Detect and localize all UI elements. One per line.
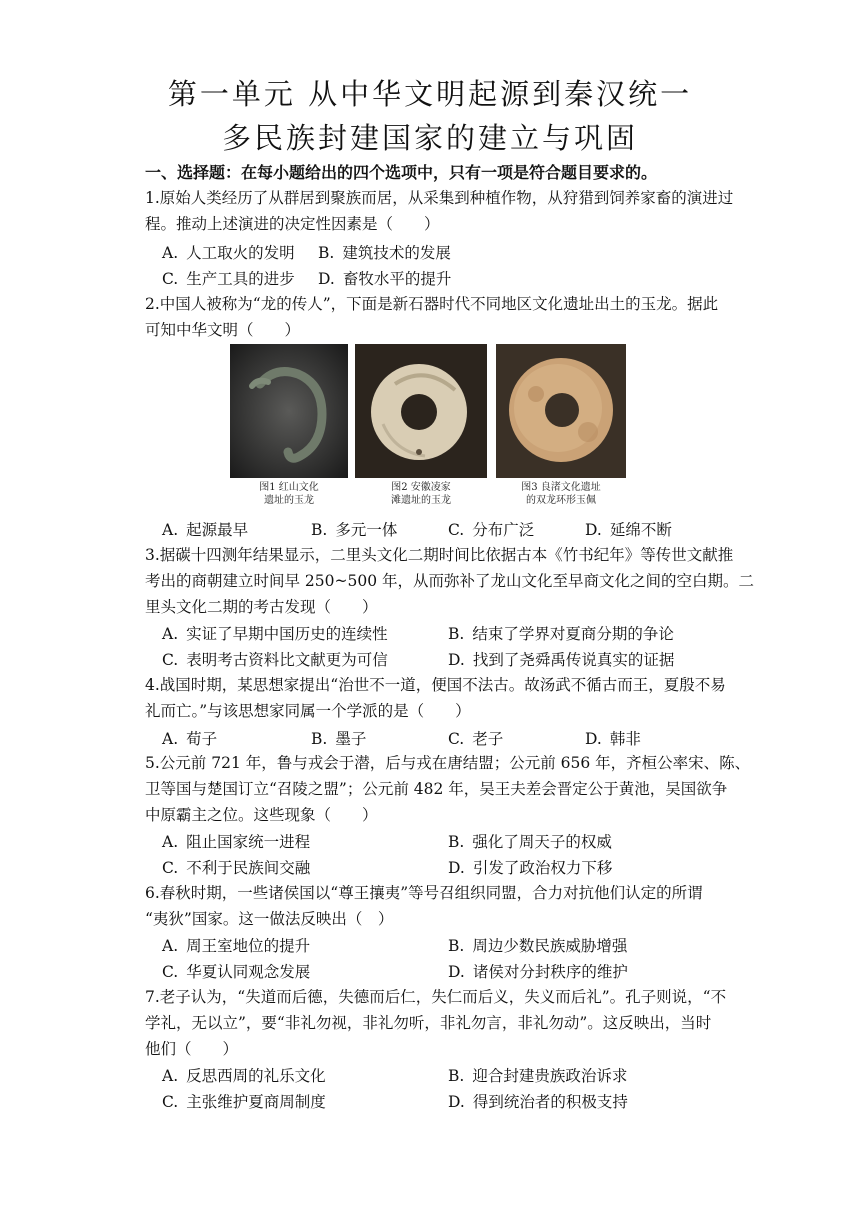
question-text: 1.原始人类经历了从群居到聚族而居，从采集到种植作物，从狩猎到饲养家畜的演进过 (145, 189, 734, 207)
question-text: 他们（ ） (145, 1040, 239, 1058)
option-b[interactable]: B. 迎合封建贵族政治诉求 (448, 1067, 628, 1085)
jade-ring-dragon-icon (355, 344, 487, 478)
option-b[interactable]: B. 墨子 (311, 730, 367, 748)
option-d[interactable]: D. 畜牧水平的提升 (318, 270, 452, 288)
option-d[interactable]: D. 得到统治者的积极支持 (448, 1093, 628, 1111)
question-text: “夷狄”国家。这一做法反映出（ ） (145, 910, 394, 928)
option-a[interactable]: A. 反思西周的礼乐文化 (162, 1067, 326, 1085)
option-c[interactable]: C. 表明考古资料比文献更为可信 (162, 651, 388, 669)
option-b[interactable]: B. 强化了周天子的权威 (448, 833, 612, 851)
option-d[interactable]: D. 找到了尧舜禹传说真实的证据 (448, 651, 675, 669)
figure-caption: 遗址的玉龙 (264, 495, 314, 506)
figure-1 (230, 344, 348, 507)
question-text: 程。推动上述演进的决定性因素是（ ） (145, 215, 440, 233)
option-a[interactable]: A. 阻止国家统一进程 (162, 833, 311, 851)
option-b[interactable]: B. 结束了学界对夏商分期的争论 (448, 625, 674, 643)
option-c[interactable]: C. 老子 (448, 730, 504, 748)
option-c[interactable]: C. 主张维护夏商周制度 (162, 1093, 326, 1111)
page-title-line1: 第一单元 从中华文明起源到秦汉统一 (167, 77, 693, 111)
option-c[interactable]: C. 不利于民族间交融 (162, 859, 311, 877)
figure-caption: 图2 安徽凌家 (391, 482, 451, 493)
option-d[interactable]: D. 引发了政治权力下移 (448, 859, 613, 877)
question-text: 7.老子认为，“失道而后德，失德而后仁，失仁而后义，失义而后礼”。孔子则说，“不 (145, 988, 727, 1006)
question-text: 6.春秋时期，一些诸侯国以“尊王攘夷”等号召组织同盟，合力对抗他们认定的所谓 (145, 884, 703, 902)
question-text: 3.据碳十四测年结果显示，二里头文化二期时间比依据古本《竹书纪年》等传世文献推 (145, 546, 734, 564)
option-a[interactable]: A. 荀子 (162, 730, 218, 748)
question-text: 中原霸主之位。这些现象（ ） (145, 806, 378, 824)
section-heading: 一、选择题：在每小题给出的四个选项中，只有一项是符合题目要求的。 (145, 163, 658, 182)
question-text: 2.中国人被称为“龙的传人”，下面是新石器时代不同地区文化遗址出土的玉龙。据此 (145, 295, 719, 313)
option-d[interactable]: D. 韩非 (585, 730, 641, 748)
option-b[interactable]: B. 多元一体 (311, 521, 398, 539)
figure-caption: 滩遗址的玉龙 (391, 495, 451, 506)
question-text: 卫等国与楚国订立“召陵之盟”；公元前 482 年，吴王夫差会晋定公于黄池，吴国欲争 (145, 780, 728, 798)
option-a[interactable]: A. 起源最早 (162, 521, 249, 539)
figure-caption: 的双龙环形玉佩 (526, 495, 596, 506)
question-text: 学礼，无以立”，要“非礼勿视，非礼勿听，非礼勿言，非礼勿动”。这反映出，当时 (145, 1014, 712, 1032)
option-d[interactable]: D. 延绵不断 (585, 521, 672, 539)
option-c[interactable]: C. 生产工具的进步 (162, 270, 295, 288)
option-b[interactable]: B. 建筑技术的发展 (318, 244, 451, 262)
jade-disc-pendant-icon (496, 344, 626, 478)
question-text: 考出的商朝建立时间早 250~500 年，从而弥补了龙山文化至早商文化之间的空白期。二 (145, 572, 755, 590)
page-title-line2: 多民族封建国家的建立与巩固 (221, 121, 638, 155)
figure-caption: 图3 良渚文化遗址 (521, 482, 601, 493)
option-a[interactable]: A. 实证了早期中国历史的连续性 (162, 625, 388, 643)
option-c[interactable]: C. 分布广泛 (448, 521, 535, 539)
option-d[interactable]: D. 诸侯对分封秩序的维护 (448, 963, 628, 981)
jade-figure-row (230, 344, 628, 514)
option-b[interactable]: B. 周边少数民族威胁增强 (448, 937, 628, 955)
option-a[interactable]: A. 人工取火的发明 (162, 244, 295, 262)
question-text: 5.公元前 721 年，鲁与戎会于潜，后与戎在唐结盟；公元前 656 年，齐桓公率宋、陈、 (145, 754, 751, 772)
figure-3 (496, 344, 626, 507)
figure-caption: 图1 红山文化 (259, 482, 319, 493)
question-text: 可知中华文明（ ） (145, 321, 301, 339)
question-text: 4.战国时期，某思想家提出“治世不一道，便国不法古。故汤武不循古而王，夏殷不易 (145, 676, 726, 694)
option-c[interactable]: C. 华夏认同观念发展 (162, 963, 311, 981)
jade-c-dragon-icon (230, 344, 348, 478)
option-a[interactable]: A. 周王室地位的提升 (162, 937, 311, 955)
question-text: 礼而亡。”与该思想家同属一个学派的是（ ） (145, 702, 471, 720)
figure-2 (355, 344, 487, 507)
question-text: 里头文化二期的考古发现（ ） (145, 598, 378, 616)
